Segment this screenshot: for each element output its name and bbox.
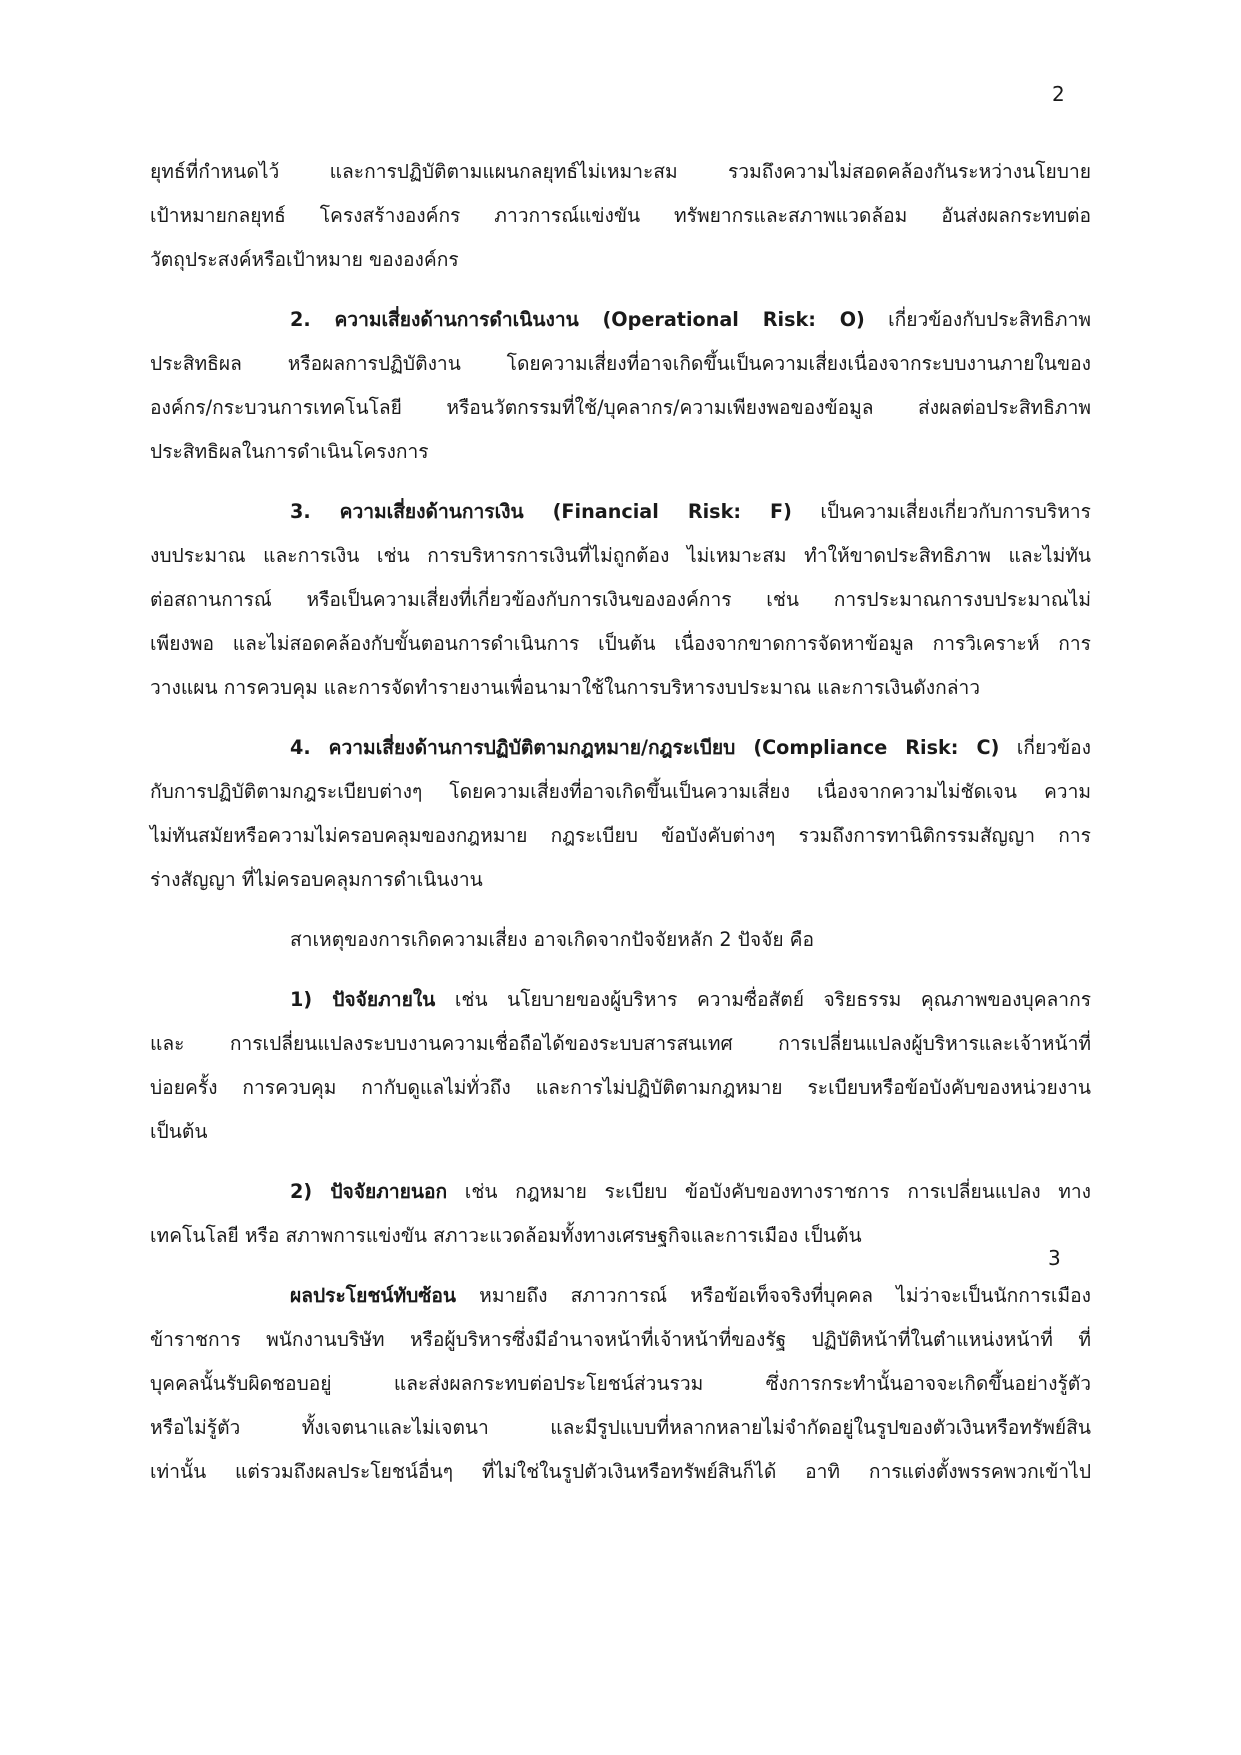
body-text: เกี่ยวข้อง (999, 736, 1091, 759)
section-heading-line (290, 300, 1091, 340)
body-line: ไม่ทันสมัยหรือความไม่ครอบคลุมของกฎหมาย กฎระเบียบ ข้อบังคับต่างๆ รวมถึงการทานิติกรรมสัญญา การ (150, 824, 1091, 847)
body-line: องค์กร/กระบวนการเทคโนโลยี หรือนวัตกรรมที่ใช้/บุคลากร/ความเพียงพอของข้อมูล ส่งผลต่อประสิทธิภาพ (150, 396, 1091, 419)
body-text: หมายถึง สภาวการณ์ หรือข้อเท็จจริงที่บุคคล ไม่ว่าจะเป็นนักการเมือง (455, 1284, 1091, 1307)
body-line: บ่อยครั้ง การควบคุม กากับดูแลไม่ทั่วถึง และการไม่ปฏิบัติตามกฎหมาย ระเบียบหรือข้อบังคับของหน่วยงาน (150, 1076, 1091, 1099)
page-number: 2 (1052, 82, 1065, 106)
section-heading-line (290, 980, 1091, 1020)
body-line: ต่อสถานการณ์ หรือเป็นความเสี่ยงที่เกี่ยวข้องกับการเงินขององค์การ เช่น การประมาณการงบประมาณไม่ (150, 588, 1091, 611)
body-line: งบประมาณ และการเงิน เช่น การบริหารการเงินที่ไม่ถูกต้อง ไม่เหมาะสม ทำให้ขาดประสิทธิภาพ และไม่ทัน (150, 544, 1091, 567)
body-line: เพียงพอ และไม่สอดคล้องกับขั้นตอนการดำเนินการ เป็นต้น เนื่องจากขาดการจัดหาข้อมูล การวิเคราะห์ การ (150, 632, 1091, 655)
section-heading: 4. ความเสี่ยงด้านการปฏิบัติตามกฎหมาย/กฎระเบียบ (Compliance Risk: C) (290, 736, 1000, 759)
body-line: ประสิทธิผลในการดำเนินโครงการ (150, 440, 429, 463)
body-line: วางแผน การควบคุม และการจัดทำรายงานเพื่อนามาใช้ในการบริหารงบประมาณ และการเงินดังกล่าว (150, 676, 981, 699)
body-text: เช่น นโยบายของผู้บริหาร ความซื่อสัตย์ จริยธรรม คุณภาพของบุคลากร (435, 988, 1091, 1011)
body-line: วัตถุประสงค์หรือเป้าหมาย ขององค์กร (150, 248, 459, 271)
body-line: ยุทธ์ที่กำหนดไว้ และการปฏิบัติตามแผนกลยุทธ์ไม่เหมาะสม รวมถึงความไม่สอดคล้องกันระหว่างนโยบาย (150, 160, 1091, 183)
body-text: เช่น กฎหมาย ระเบียบ ข้อบังคับของทางราชการ การเปลี่ยนแปลง ทาง (447, 1180, 1091, 1203)
section-heading-line (290, 728, 1091, 768)
body-text: เกี่ยวข้องกับประสิทธิภาพ (864, 308, 1092, 331)
section-heading: 2) ปัจจัยภายนอก (290, 1180, 448, 1203)
body-line: ข้าราชการ พนักงานบริษัท หรือผู้บริหารซึ่งมีอำนาจหน้าที่เจ้าหน้าที่ของรัฐ ปฏิบัติหน้าที่ในตำแหน่งหน้าที่ ที่ (150, 1328, 1091, 1351)
section-heading-line (290, 1172, 1091, 1212)
section-heading: 3. ความเสี่ยงด้านการเงิน (Financial Risk: F) (290, 500, 792, 523)
section-heading-line (290, 492, 1091, 532)
stray-page-number: 3 (1048, 1246, 1061, 1270)
section-heading-line (290, 1276, 1091, 1316)
body-line: เท่านั้น แต่รวมถึงผลประโยชน์อื่นๆ ที่ไม่ใช่ในรูปตัวเงินหรือทรัพย์สินก็ได้ อาทิ การแต่งตั้งพรรคพวกเข้าไป (150, 1460, 1091, 1483)
body-line: ร่างสัญญา ที่ไม่ครอบคลุมการดำเนินงาน (150, 868, 483, 891)
body-line: เป้าหมายกลยุทธ์ โครงสร้างองค์กร ภาวการณ์แข่งขัน ทรัพยากรและสภาพแวดล้อม อันส่งผลกระทบต่อ (150, 204, 1091, 227)
section-heading: ผลประโยชน์ทับซ้อน (290, 1284, 456, 1307)
body-text: เป็นความเสี่ยงเกี่ยวกับการบริหาร (791, 500, 1091, 523)
body-line: และ การเปลี่ยนแปลงระบบงานความเชื่อถือได้ของระบบสารสนเทศ การเปลี่ยนแปลงผู้บริหารและเจ้าหน้าที่ (150, 1032, 1091, 1055)
body-line: เทคโนโลยี หรือ สภาพการแข่งขัน สภาวะแวดล้อมทั้งทางเศรษฐกิจและการเมือง เป็นต้น (150, 1224, 862, 1247)
body-line: ประสิทธิผล หรือผลการปฏิบัติงาน โดยความเสี่ยงที่อาจเกิดขึ้นเป็นความเสี่ยงเนื่องจากระบบงานภายในของ (150, 352, 1091, 375)
section-heading: 1) ปัจจัยภายใน (290, 988, 436, 1011)
body-line: เป็นต้น (150, 1120, 208, 1143)
body-line: บุคคลนั้นรับผิดชอบอยู่ และส่งผลกระทบต่อประโยชน์ส่วนรวม ซึ่งการกระทำนั้นอาจจะเกิดขึ้นอย่างรู้ตัว (150, 1372, 1091, 1395)
body-line: สาเหตุของการเกิดความเสี่ยง อาจเกิดจากปัจจัยหลัก 2 ปัจจัย คือ (290, 928, 815, 951)
body-line: กับการปฏิบัติตามกฎระเบียบต่างๆ โดยความเสี่ยงที่อาจเกิดขึ้นเป็นความเสี่ยง เนื่องจากความไม่ชัดเจน ความ (150, 780, 1091, 803)
section-heading: 2. ความเสี่ยงด้านการดำเนินงาน (Operational Risk: O) (290, 308, 865, 331)
body-line: หรือไม่รู้ตัว ทั้งเจตนาและไม่เจตนา และมีรูปแบบที่หลากหลายไม่จำกัดอยู่ในรูปของตัวเงินหรือทรัพย์สิน (150, 1416, 1091, 1439)
